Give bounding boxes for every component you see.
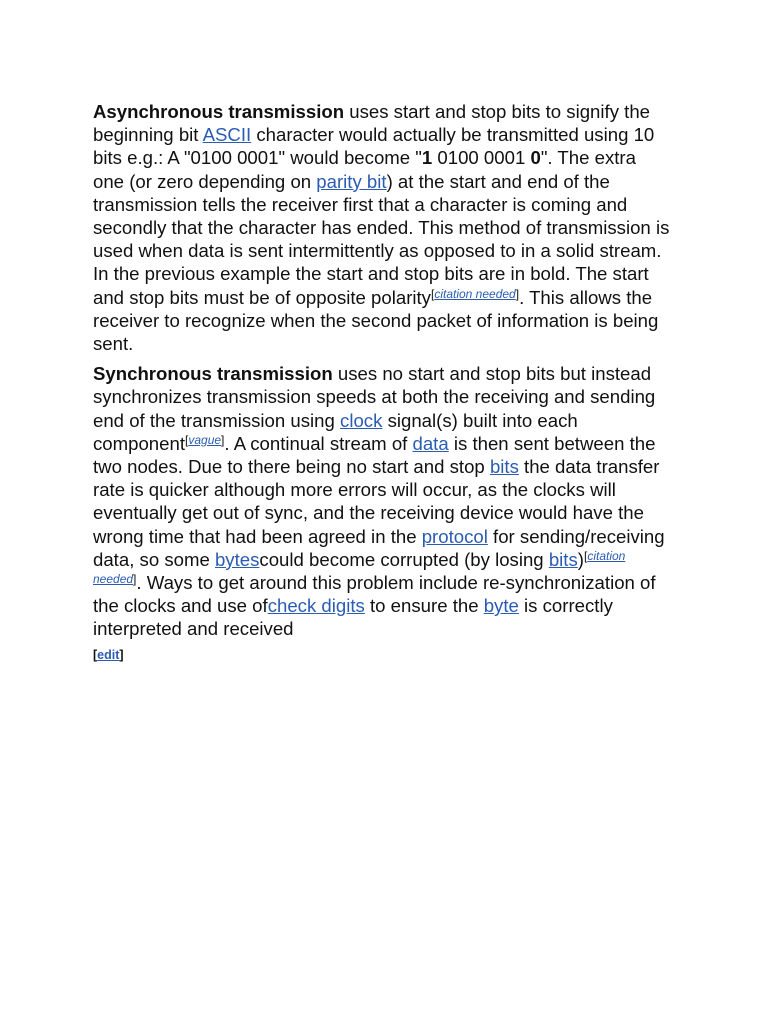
link-clock[interactable]: clock — [340, 409, 383, 431]
body-text: 0100 0001 — [432, 147, 531, 169]
link-check-digits[interactable]: check digits — [267, 595, 365, 617]
body-text: for sending/receiving — [487, 525, 665, 547]
link-bits[interactable]: bits — [548, 548, 578, 570]
text-line — [93, 501, 669, 524]
citation-bracket: [ — [583, 548, 588, 563]
bold-term: Synchronous transmission — [93, 363, 333, 385]
link-protocol[interactable]: protocol — [421, 525, 488, 547]
body-text: receiver to recognize when the second packet of information is being — [93, 309, 659, 331]
body-text: the data transfer — [518, 456, 660, 477]
text-line — [93, 617, 669, 640]
body-text: sent. — [93, 332, 134, 354]
body-text: used when data is sent intermittently as opposed to in a solid stream. — [93, 240, 662, 262]
paragraph-list — [93, 100, 669, 641]
body-text: . This allows the — [519, 286, 653, 308]
body-text: interpreted and received — [93, 618, 294, 640]
body-text: . A continual stream of — [224, 432, 413, 454]
text-line — [93, 385, 669, 408]
text-line — [93, 262, 669, 285]
citation-link-citation-needed[interactable]: citation needed — [434, 286, 516, 301]
body-text: one (or zero depending on — [93, 170, 317, 192]
paragraph — [93, 362, 669, 640]
link-bits[interactable]: bits — [489, 456, 519, 477]
body-text: character would actually be transmitted using 10 — [251, 124, 655, 146]
bold-term: 0 — [530, 147, 541, 169]
citation-bracket: ] — [133, 571, 137, 586]
text-line — [93, 332, 669, 355]
citation-bracket: [ — [430, 286, 435, 301]
text-line — [93, 571, 669, 594]
text-line — [93, 409, 669, 432]
paragraph — [93, 100, 669, 355]
body-text: uses no start and stop bits but instead — [332, 363, 652, 385]
body-text: could become corrupted (by losing — [259, 548, 549, 570]
body-text: ) — [577, 548, 584, 570]
body-text: and stop bits must be of opposite polarity — [93, 286, 431, 308]
text-line — [93, 123, 669, 146]
edit-open-bracket: [ — [93, 647, 98, 662]
body-text: transmission tells the receiver first that a character is coming and — [93, 193, 628, 215]
body-text: bits e.g.: A "0100 0001" would become " — [93, 147, 422, 169]
body-text: to ensure the — [364, 595, 484, 617]
body-text: beginning bit — [93, 124, 203, 146]
citation-link-needed[interactable]: needed — [93, 571, 134, 586]
body-text: is correctly — [518, 595, 613, 617]
citation-bracket: ] — [515, 286, 520, 301]
text-line — [93, 594, 669, 617]
text-line — [93, 478, 669, 501]
body-text: signal(s) built into each — [382, 409, 578, 431]
text-line — [93, 309, 669, 332]
body-text: ". The extra — [540, 147, 636, 169]
body-text: the clocks and use of — [93, 595, 268, 617]
bold-term: 1 — [421, 147, 433, 169]
link-parity-bit[interactable]: parity bit — [316, 170, 387, 192]
link-data[interactable]: data — [412, 432, 449, 454]
text-line — [93, 525, 669, 548]
link-byte[interactable]: byte — [483, 595, 519, 617]
link-bytes[interactable]: bytes — [214, 548, 260, 570]
body-text: In the previous example the start and stop bits are in bold. The start — [93, 263, 649, 285]
body-text: ) at the start and end of the — [386, 170, 610, 192]
text-line — [93, 455, 669, 478]
article-body — [93, 100, 669, 662]
section-edit-link — [93, 648, 669, 662]
body-text: rate is quicker although more errors will occur, as the clocks will — [93, 479, 616, 501]
text-line — [93, 432, 669, 455]
citation-bracket: ] — [221, 432, 225, 447]
text-line — [93, 239, 669, 262]
citation-bracket: [ — [185, 432, 189, 447]
body-text: is then sent between the — [448, 432, 656, 454]
text-line — [93, 100, 669, 123]
body-text: two nodes. Due to there being no start and stop — [93, 456, 490, 477]
citation-link-vague[interactable]: vague — [188, 432, 222, 447]
body-text: synchronizes transmission speeds at both the receiving and sending — [93, 386, 656, 408]
body-text: end of the transmission using — [93, 409, 341, 431]
body-text: eventually get out of sync, and the receiving device would have the — [93, 502, 644, 524]
body-text: uses start and stop bits to signify the — [344, 101, 651, 122]
text-line — [93, 286, 669, 309]
text-line — [93, 146, 669, 169]
text-line — [93, 548, 669, 571]
text-line — [93, 170, 669, 193]
citation-link-citation[interactable]: citation — [587, 548, 626, 563]
body-text: component — [93, 432, 185, 454]
bold-term: Asynchronous transmission — [93, 101, 345, 122]
text-line — [93, 193, 669, 216]
body-text: wrong time that had been agreed in the — [93, 525, 422, 547]
body-text: secondly that the character has ended. This method of transmission is — [93, 216, 670, 238]
body-text: . Ways to get around this problem include re-synchronization of — [136, 571, 656, 593]
body-text: data, so some — [93, 548, 215, 570]
text-line — [93, 362, 669, 385]
text-line — [93, 216, 669, 239]
edit-link[interactable]: edit — [97, 647, 120, 662]
edit-close-bracket: ] — [119, 647, 124, 662]
link-ascii[interactable]: ASCII — [202, 124, 252, 146]
